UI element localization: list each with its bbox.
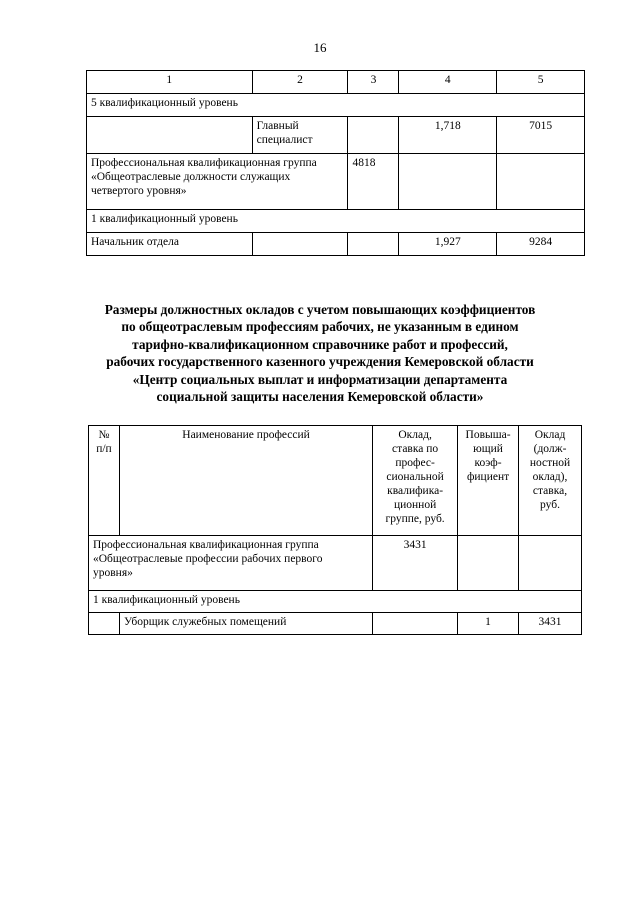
table-header-row bbox=[87, 71, 585, 94]
empty-cell bbox=[497, 154, 585, 210]
level-label: 1 квалификационный уровень bbox=[87, 210, 585, 233]
position-name: Главный специалист bbox=[252, 117, 348, 154]
salary-value: 3431 bbox=[519, 613, 582, 635]
section-heading: Размеры должностных окладов с учетом повышающих коэффициентов по общеотраслевым профессиям рабочих, не указанным в едином тарифно-квалификационном справочнике работ и профессий, рабочих государственного казенного учреждения Кемеровской области «Центр социальных выплат и информатизации департамента социальной защиты населения Кемеровской области» bbox=[104, 302, 536, 405]
table-row bbox=[87, 117, 585, 154]
table-row bbox=[89, 591, 582, 613]
column-number-5: 5 bbox=[497, 71, 585, 94]
group-salary-value: 4818 bbox=[348, 154, 399, 210]
table-header-row bbox=[89, 426, 582, 536]
table-row bbox=[87, 233, 585, 256]
profession-name: Уборщик служебных помещений bbox=[119, 613, 372, 635]
table-row bbox=[87, 94, 585, 117]
empty-cell bbox=[252, 233, 348, 256]
table-row bbox=[87, 210, 585, 233]
header-number: № п/п bbox=[89, 426, 120, 536]
empty-cell bbox=[348, 233, 399, 256]
level-label: 5 квалификационный уровень bbox=[87, 94, 585, 117]
table-row bbox=[87, 154, 585, 210]
table-row bbox=[89, 613, 582, 635]
salary-value: 7015 bbox=[497, 117, 585, 154]
column-number-3: 3 bbox=[348, 71, 399, 94]
workers-salary-table bbox=[88, 425, 582, 635]
upper-salary-table bbox=[86, 70, 585, 256]
header-group-salary: Оклад, ставка по профес- сиональной квалифика- ционной группе, руб. bbox=[373, 426, 458, 536]
page-number: 16 bbox=[313, 40, 327, 55]
empty-cell bbox=[89, 613, 120, 635]
column-number-4: 4 bbox=[399, 71, 497, 94]
table-row bbox=[89, 536, 582, 591]
coefficient-value: 1 bbox=[458, 613, 519, 635]
header-coefficient: Повыша- ющий коэф- фициент bbox=[458, 426, 519, 536]
coefficient-value: 1,927 bbox=[399, 233, 497, 256]
group-salary-value: 3431 bbox=[373, 536, 458, 591]
coefficient-value: 1,718 bbox=[399, 117, 497, 154]
level-label: 1 квалификационный уровень bbox=[89, 591, 582, 613]
position-name: Начальник отдела bbox=[87, 233, 253, 256]
qualification-group: Профессиональная квалификационная группа «Общеотраслевые профессии рабочих первого уровня» bbox=[89, 536, 373, 591]
empty-cell bbox=[373, 613, 458, 635]
header-salary: Оклад (долж- ностной оклад), ставка, руб. bbox=[519, 426, 582, 536]
column-number-1: 1 bbox=[87, 71, 253, 94]
empty-cell bbox=[348, 117, 399, 154]
salary-value: 9284 bbox=[497, 233, 585, 256]
qualification-group: Профессиональная квалификационная группа «Общеотраслевые должности служащих четвертого уровня» bbox=[87, 154, 348, 210]
column-number-2: 2 bbox=[252, 71, 348, 94]
empty-cell bbox=[87, 117, 253, 154]
empty-cell bbox=[458, 536, 519, 591]
empty-cell bbox=[399, 154, 497, 210]
header-profession-name: Наименование профессий bbox=[119, 426, 372, 536]
empty-cell bbox=[519, 536, 582, 591]
